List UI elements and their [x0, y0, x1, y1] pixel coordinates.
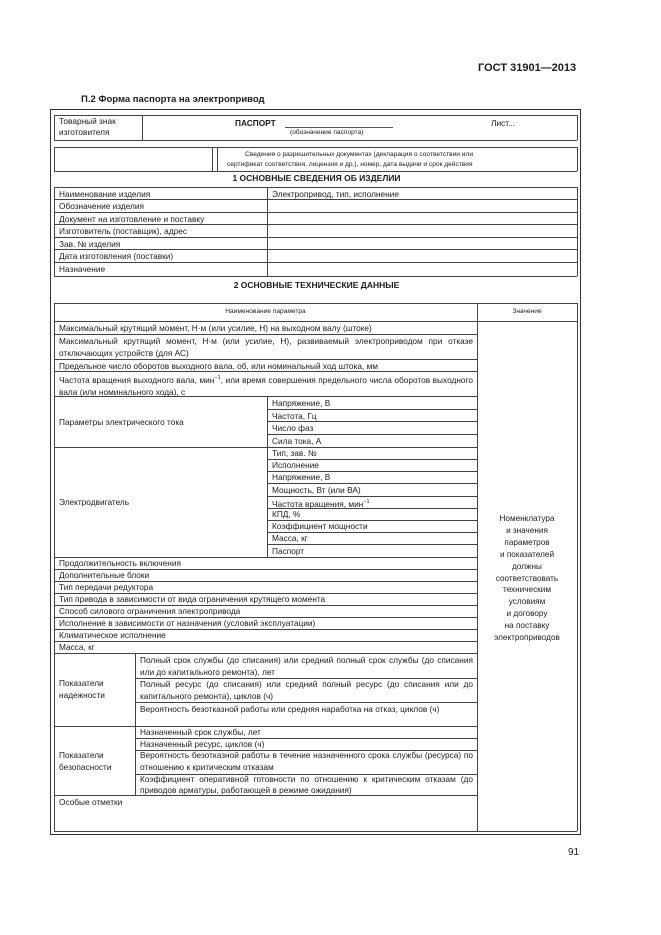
assigned-resource-label: Назначенный ресурс, циклов (ч)	[140, 739, 265, 749]
value-note-line: соответствовать	[495, 573, 559, 583]
force-limit-label: Способ силового ограничения электропривода	[59, 606, 241, 616]
gear-type-label: Тип передачи редуктора	[59, 582, 154, 592]
value-note-line: электроприводов	[494, 633, 560, 643]
electric-params-label: Параметры электрического тока	[59, 417, 184, 427]
reliability-label-1: Показатели	[59, 678, 104, 688]
passport-designation: (обозначение паспорта)	[290, 129, 364, 136]
value-note-line: условиям	[508, 597, 546, 607]
rule	[577, 303, 578, 831]
rule	[54, 447, 477, 448]
value-note-line: параметров	[504, 537, 550, 547]
passport-label: ПАСПОРТ	[235, 118, 276, 128]
trademark-label: Товарный знак изготовителя	[59, 116, 116, 137]
reliability-probability-label: Вероятность безотказной работы или средняя наработка на отказ, циклов (ч)	[140, 704, 440, 714]
drive-type-label: Тип привода в зависимости от вида ограничения крутящего момента	[59, 594, 326, 604]
rule	[54, 147, 55, 171]
section-title: П.2 Форма паспорта на электропривод	[81, 94, 265, 105]
purpose-label: Назначение	[59, 264, 106, 274]
service-life-label: Полный срок службы (до списания) или средний полный срок службы (до списания или до капитального ремонта), лет	[140, 655, 473, 678]
motor-power-factor-label: Коэффициент мощности	[272, 521, 368, 531]
motor-type-label: Тип, зав. №	[272, 448, 317, 458]
rule	[267, 447, 268, 557]
rule	[54, 147, 577, 148]
rule	[54, 237, 577, 238]
section2-title: 2 ОСНОВНЫЕ ТЕХНИЧЕСКИЕ ДАННЫЕ	[233, 280, 400, 290]
manufacture-document-label: Документ на изготовление и поставку	[59, 214, 205, 224]
assigned-life-label: Назначенный срок службы, лет	[140, 727, 261, 737]
rule	[54, 140, 577, 141]
rule	[577, 115, 578, 140]
value-note	[477, 513, 577, 644]
value-note-line: и договору	[506, 609, 548, 619]
permits-line-2: сертификат соответствия, лицензия и др.), номер, дата выдачи и срок действия	[227, 161, 473, 168]
value-column-header: Значение	[512, 308, 542, 315]
value-note-line: и показателей	[499, 549, 555, 559]
safety-label-1: Показатели	[59, 750, 104, 760]
value-note-line: техническим	[503, 585, 551, 595]
max-torque-label: Максимальный крутящий момент, Н·м (или усилие, Н) на выходном валу (штоке)	[59, 323, 372, 333]
section1-title: 1 ОСНОВНЫЕ СВЕДЕНИЯ ОБ ИЗДЕЛИИ	[232, 173, 401, 183]
rule	[54, 726, 477, 727]
mass-label: Масса, кг	[59, 642, 95, 652]
electric-frequency-label: Частота, Гц	[272, 411, 317, 421]
execution-purpose-label: Исполнение в зависимости от назначения (условий эксплуатации)	[59, 618, 316, 628]
special-notes-label: Особые отметки	[59, 797, 123, 807]
rule	[217, 147, 218, 171]
motor-label: Электродвигатель	[59, 497, 130, 507]
rule	[54, 303, 55, 831]
manufacture-date-label: Дата изготовления (поставки)	[59, 251, 174, 261]
passport-form-frame	[50, 109, 581, 835]
electric-voltage-label: Напряжение, В	[272, 398, 331, 408]
limit-turns-label: Предельное число оборотов выходного вала, об, или номинальный ход штока, мм	[59, 361, 378, 371]
safety-label-2: безопасности	[59, 762, 112, 772]
climate-label: Климатическое исполнение	[59, 630, 166, 640]
electric-current-label: Сила тока, А	[272, 436, 322, 446]
value-note-line: должны	[512, 561, 542, 571]
serial-number-label: Зав. № изделия	[59, 239, 121, 249]
param-column-header: Наименование параметра	[225, 308, 306, 315]
rule	[142, 115, 143, 140]
rule	[212, 147, 213, 171]
rule	[54, 276, 577, 277]
motor-power-label: Мощность, Вт (или ВА)	[272, 485, 361, 495]
page-number: 91	[568, 847, 580, 858]
rule	[54, 831, 577, 832]
standard-number: ГОСТ 31901—2013	[478, 62, 577, 74]
motor-passport-label: Паспорт	[272, 546, 305, 556]
manufacturer-label: Изготовитель (поставщик), адрес	[59, 226, 187, 236]
electric-phases-label: Число фаз	[272, 423, 314, 433]
safety-probability-label: Вероятность безотказной работы в течение назначенного срока службы (ресурса) по отношению к критическим отказам	[140, 750, 473, 772]
duty-cycle-label: Продолжительность включения	[59, 558, 181, 568]
product-name-value: Электропривод, тип, исполнение	[272, 189, 399, 199]
product-name-label: Наименование изделия	[59, 189, 151, 199]
value-note-line: на поставку	[504, 621, 550, 631]
value-note-line: и значения	[506, 525, 548, 535]
readiness-coefficient-label: Коэффициент оперативной готовности по отношению к критическим отказам (до приводов арматуры, работающей в режиме ожидания)	[140, 774, 473, 795]
rule	[54, 641, 477, 642]
rule	[577, 187, 578, 276]
reliability-label-2: надежности	[59, 690, 105, 700]
motor-mass-label: Масса, кг	[272, 533, 308, 543]
motor-voltage-label: Напряжение, В	[272, 472, 331, 482]
output-speed-label: Частота вращения выходного вала, мин$^{-1}$, или время совершения предельного числа оборотов выходного вала (или номинального хода), с	[59, 375, 473, 398]
additional-blocks-label: Дополнительные блоки	[59, 570, 150, 580]
rule	[577, 147, 578, 171]
motor-speed-label: Частота вращения, мин$^{-1}$	[272, 499, 370, 509]
sheet-label: Лист...	[491, 118, 516, 128]
permits-line-1: Сведения о разрешительных документах (декларация о соответствии или	[245, 151, 474, 158]
product-designation-label: Обозначение изделия	[59, 201, 145, 211]
motor-execution-label: Исполнение	[272, 460, 319, 470]
rule	[54, 303, 577, 304]
developed-torque-label: Максимальный крутящий момент, Н·м (или усилие, Н), развиваемый электроприводом при отказе отключающих устройств (для АС)	[59, 336, 473, 359]
resource-label: Полный ресурс (до списания) или средний полный ресурс (до списания или до капитального ремонта), циклов (ч)	[140, 679, 473, 702]
value-note-line: Номенклатура	[499, 514, 555, 523]
rule	[54, 262, 577, 263]
motor-efficiency-label: КПД, %	[272, 509, 301, 519]
rule	[54, 171, 577, 172]
rule	[54, 115, 55, 140]
